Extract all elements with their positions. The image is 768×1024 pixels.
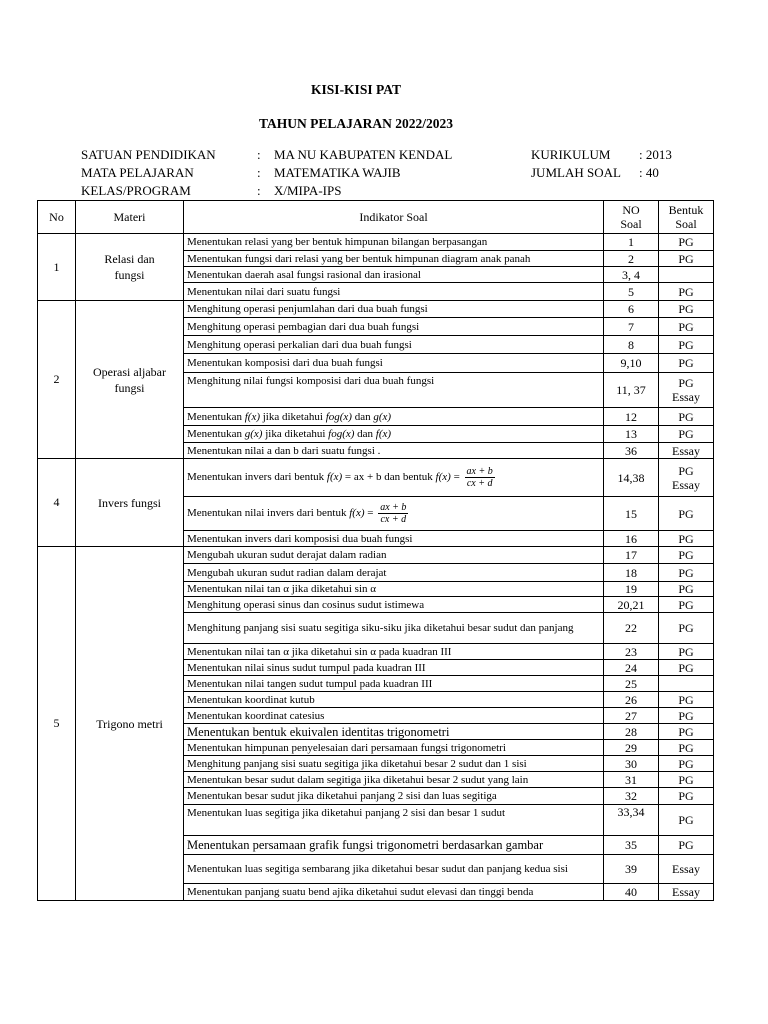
bentuk-soal-line2: Essay [672,477,700,492]
indikator-cell: Menentukan komposisi dari dua buah fungsi [184,354,604,373]
bentuk-soal-cell: PG [659,354,714,373]
no-soal-cell: 17 [604,547,659,564]
no-soal-cell: 9,10 [604,354,659,373]
no-soal-cell: 1 [604,234,659,251]
bentuk-soal-cell: Essay [659,884,714,901]
col-header-materi: Materi [76,201,184,234]
indikator-text: Menentukan [187,428,245,440]
indikator-cell: Menghitung panjang sisi suatu segitiga jika diketahui besar 2 sudut dan 1 sisi [184,756,604,772]
field-label-kurikulum: KURIKULUM [531,147,611,162]
field-sep-kelas: : [257,183,261,198]
no-soal-cell: 31 [604,772,659,788]
bentuk-soal-cell: PG [659,318,714,336]
no-soal-cell: 39 [604,855,659,884]
col-header-indikator: Indikator Soal [184,201,604,234]
no-soal-cell: 29 [604,740,659,756]
field-label-kelas: KELAS/PROGRAM [81,183,191,198]
no-soal-cell: 35 [604,836,659,855]
bentuk-soal-cell: PG [659,547,714,564]
no-soal-cell: 30 [604,756,659,772]
field-sep-satuan: : [257,147,261,162]
indikator-cell: Menghitung operasi pembagian dari dua buah fungsi [184,318,604,336]
math-fx: f(x) [435,471,451,484]
bentuk-soal-cell: PG [659,336,714,354]
field-label-satuan: SATUAN PENDIDIKAN [81,147,216,162]
no-soal-cell: 36 [604,443,659,459]
indikator-cell [184,497,604,531]
indikator-cell: Menentukan daerah asal fungsi rasional dan irasional [184,267,604,283]
indikator-cell: Menentukan fungsi dari relasi yang ber bentuk himpunan diagram anak panah [184,251,604,267]
col-header-no-soal-line1: NO [622,203,640,217]
no-soal-cell: 33,34 [604,805,659,836]
bentuk-soal-cell: PG [659,836,714,855]
table-row [38,547,714,564]
col-header-no-soal [604,201,659,234]
bentuk-soal-cell [659,676,714,692]
bentuk-soal-cell: PG [659,497,714,531]
bentuk-soal-cell: PG [659,772,714,788]
bentuk-soal-line1: PG [678,376,694,390]
group-number: 1 [38,234,76,301]
group-number: 4 [38,459,76,547]
indikator-cell [184,408,604,426]
no-soal-cell: 23 [604,644,659,660]
field-value-kurikulum: : 2013 [639,147,672,162]
no-soal-cell: 22 [604,613,659,644]
indikator-text: Menentukan invers dari bentuk [187,471,327,484]
no-soal-cell: 25 [604,676,659,692]
bentuk-soal-cell: PG [659,788,714,805]
bentuk-soal-cell [659,459,714,497]
no-soal-cell: 13 [604,426,659,443]
no-soal-cell: 15 [604,497,659,531]
indikator-cell: Menghitung operasi perkalian dari dua buah fungsi [184,336,604,354]
document-subtitle: TAHUN PELAJARAN 2022/2023 [258,116,453,131]
table-row [38,301,714,318]
no-soal-cell: 2 [604,251,659,267]
indikator-cell: Menentukan nilai tangen sudut tumpul pada kuadran III [184,676,604,692]
no-soal-cell: 19 [604,582,659,597]
indikator-text: Menentukan nilai invers dari bentuk [187,507,350,520]
field-value-jumlah-soal: : 40 [639,165,659,180]
document-title: KISI-KISI PAT [311,82,401,97]
field-value-mapel: MATEMATIKA WAJIB [274,165,401,180]
bentuk-soal-cell: PG [659,234,714,251]
indikator-cell: Menghitung nilai fungsi komposisi dari dua buah fungsi [184,373,604,408]
bentuk-soal-cell: PG [659,251,714,267]
math-fx: f(x) [244,410,260,423]
col-header-bentuk-line1: Bentuk [668,203,704,217]
bentuk-soal-cell: Essay [659,443,714,459]
indikator-cell: Menentukan nilai tan α jika diketahui sin α [184,582,604,597]
indikator-cell: Menentukan besar sudut dalam segitiga jika diketahui besar 2 sudut yang lain [184,772,604,788]
indikator-cell: Mengubah ukuran sudut radian dalam derajat [184,564,604,582]
field-value-satuan: MA NU KABUPATEN KENDAL [274,147,453,162]
table-header-row [38,201,714,234]
math-gx: g(x) [373,410,392,423]
bentuk-soal-cell: PG [659,564,714,582]
group-number: 5 [38,547,76,901]
group-materi [76,547,184,901]
no-soal-cell: 18 [604,564,659,582]
field-sep-mapel: : [257,165,261,180]
bentuk-soal-cell: PG [659,426,714,443]
math-fx: f(x) [326,471,343,484]
indikator-text: Menentukan [187,410,245,423]
table-row [38,234,714,251]
bentuk-soal-cell: PG [659,644,714,660]
no-soal-cell: 20,21 [604,597,659,613]
indikator-cell: Menghitung operasi sinus dan cosinus sudut istimewa [184,597,604,613]
no-soal-cell: 24 [604,660,659,676]
group-materi [76,234,184,301]
group-materi-line1: Trigono metri [96,716,163,731]
indikator-cell: Menentukan nilai a dan b dari suatu fungsi . [184,443,604,459]
group-materi-line1: Relasi dan [104,252,155,266]
indikator-cell: Menentukan luas segitiga jika diketahui panjang 2 sisi dan besar 1 sudut [184,805,604,836]
math-gx: g(x) [244,428,263,440]
bentuk-soal-cell: PG [659,582,714,597]
fraction-numerator: ax + b [380,502,407,513]
indikator-cell: Menentukan nilai tan α jika diketahui sin α pada kuadran III [184,644,604,660]
indikator-text: = ax + b dan bentuk [342,471,436,484]
field-value-kelas: X/MIPA-IPS [274,183,342,198]
field-label-mapel: MATA PELAJARAN [81,165,194,180]
indikator-cell [184,426,604,443]
bentuk-soal-cell: PG [659,597,714,613]
no-soal-cell: 27 [604,708,659,724]
math-fraction [465,466,495,489]
indikator-cell: Menentukan relasi yang ber bentuk himpunan bilangan berpasangan [184,234,604,251]
group-materi-line2: fungsi [114,268,145,282]
indikator-cell: Menentukan bentuk ekuivalen identitas trigonometri [184,724,604,740]
col-header-bentuk-line2: Soal [675,217,697,231]
fraction-denominator: cx + d [466,478,493,489]
indikator-cell: Menentukan invers dari komposisi dua buah fungsi [184,531,604,547]
indikator-text: = [450,471,463,484]
bentuk-soal-cell: PG [659,740,714,756]
no-soal-cell: 28 [604,724,659,740]
no-soal-cell: 8 [604,336,659,354]
no-soal-cell: 16 [604,531,659,547]
indikator-cell: Mengubah ukuran sudut derajat dalam radian [184,547,604,564]
no-soal-cell: 3, 4 [604,267,659,283]
bentuk-soal-cell: PG [659,408,714,426]
indikator-text: dan [354,428,376,440]
bentuk-soal-cell: PG [659,692,714,708]
bentuk-soal-cell: PG [659,756,714,772]
no-soal-cell: 26 [604,692,659,708]
indikator-text: jika diketahui [260,410,326,423]
indikator-cell: Menghitung panjang sisi suatu segitiga siku-siku jika diketahui besar sudut dan panjang [184,613,604,644]
bentuk-soal-cell: Essay [659,855,714,884]
group-materi [76,459,184,547]
no-soal-cell: 14,38 [604,459,659,497]
col-header-no: No [38,201,76,234]
indikator-cell: Menentukan himpunan penyelesaian dari persamaan fungsi trigonometri [184,740,604,756]
indikator-cell: Menentukan besar sudut jika diketahui panjang 2 sisi dan luas segitiga [184,788,604,805]
group-number: 2 [38,301,76,459]
math-fx: f(x) [375,428,392,440]
math-fogx: fog(x) [328,428,355,440]
no-soal-cell: 40 [604,884,659,901]
indikator-cell: Menentukan panjang suatu bend ajika diketahui sudut elevasi dan tinggi benda [184,884,604,901]
indikator-text: jika diketahui [262,428,329,440]
no-soal-cell: 6 [604,301,659,318]
group-materi-line1: Invers fungsi [98,495,161,510]
indikator-cell: Menghitung operasi penjumlahan dari dua buah fungsi [184,301,604,318]
indikator-cell [184,459,604,497]
bentuk-soal-cell: PG [659,283,714,301]
bentuk-soal-cell: PG [659,613,714,644]
indikator-cell: Menentukan persamaan grafik fungsi trigonometri berdasarkan gambar [184,836,604,855]
indikator-text: = [364,507,377,520]
bentuk-soal-cell: PG [659,660,714,676]
no-soal-cell: 32 [604,788,659,805]
bentuk-soal-line2: Essay [672,390,700,404]
bentuk-soal-line1: PG [678,463,694,478]
indikator-cell: Menentukan koordinat kutub [184,692,604,708]
bentuk-soal-cell: PG [659,708,714,724]
math-fraction [378,502,408,525]
bentuk-soal-cell [659,267,714,283]
fraction-denominator: cx + d [380,514,407,525]
math-fogx: fog(x) [325,410,352,423]
indikator-cell: Menentukan nilai sinus sudut tumpul pada kuadran III [184,660,604,676]
bentuk-soal-cell: PG [659,724,714,740]
no-soal-cell: 11, 37 [604,373,659,408]
field-label-jumlah-soal: JUMLAH SOAL [531,165,621,180]
col-header-bentuk-soal [659,201,714,234]
table-row [38,459,714,497]
bentuk-soal-cell [659,373,714,408]
bentuk-soal-cell: PG [659,301,714,318]
indikator-cell: Menentukan luas segitiga sembarang jika diketahui besar sudut dan panjang kedua sisi [184,855,604,884]
no-soal-cell: 5 [604,283,659,301]
no-soal-cell: 12 [604,408,659,426]
indikator-cell: Menentukan nilai dari suatu fungsi [184,283,604,301]
fraction-numerator: ax + b [466,466,493,477]
math-fx: f(x) [349,507,365,520]
indikator-cell: Menentukan koordinat catesius [184,708,604,724]
col-header-no-soal-line2: Soal [620,217,642,231]
kisi-kisi-table [37,200,714,901]
indikator-text: dan [351,410,374,423]
group-materi [76,301,184,459]
bentuk-soal-cell: PG [659,805,714,836]
no-soal-cell: 7 [604,318,659,336]
bentuk-soal-cell: PG [659,531,714,547]
group-materi-line2: fungsi [114,380,145,395]
group-materi-line1: Operasi aljabar [93,364,166,379]
